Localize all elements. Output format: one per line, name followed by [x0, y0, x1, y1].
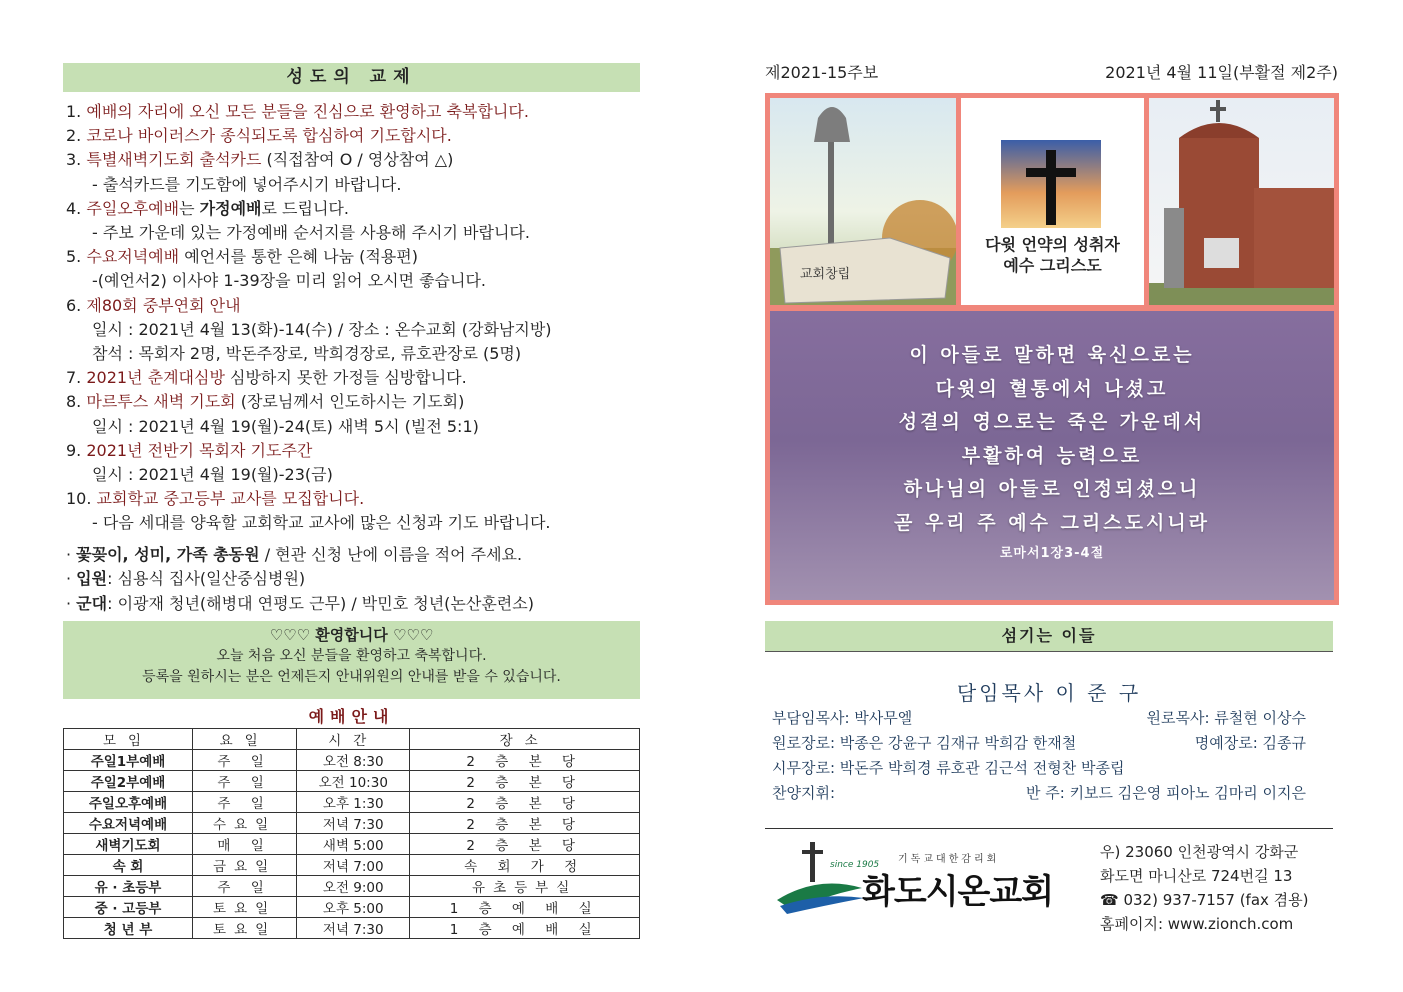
scripture-line: 부활하여 능력으로 — [961, 444, 1143, 467]
table-cell: 주일오후예배 — [64, 792, 193, 813]
table-cell: 2 층 본 당 — [410, 771, 640, 792]
logo-denomination: 기독교대한감리회 — [898, 854, 1000, 865]
notice-item — [66, 294, 646, 318]
table-cell: 주 일 — [193, 750, 297, 771]
senior-pastor: 담임목사 이 준 구 — [956, 681, 1142, 705]
homepage-link[interactable]: 홈페이지: www.zionch.com — [1100, 915, 1294, 933]
cover-caption-1: 다윗 언약의 성취자 — [985, 235, 1120, 254]
svg-text:교회창립: 교회창립 — [800, 267, 851, 282]
worship-schedule-table — [63, 728, 640, 939]
table-cell: 수요저녁예배 — [64, 813, 193, 834]
announcement-text: / 현관 신청 난에 이름을 적어 주세요. — [259, 545, 523, 564]
notice-text: 마르투스 새벽 기도회 — [86, 392, 236, 412]
table-row — [64, 750, 640, 771]
address-line-2: 화도면 마니산로 724번길 13 — [1100, 867, 1293, 885]
table-cell: 주일2부예배 — [64, 771, 193, 792]
phone-line: ☎ 032) 937-7157 (fax 겸용) — [1100, 891, 1309, 909]
table-row — [64, 918, 640, 939]
table-cell: 주 일 — [193, 771, 297, 792]
header-day: 요일 — [193, 729, 297, 750]
scripture-lines — [770, 339, 1334, 540]
table-cell: 속 회 — [64, 855, 193, 876]
notice-text: 로 드립니다. — [261, 198, 349, 218]
table-cell: 유 · 초등부 — [64, 876, 193, 897]
table-row — [64, 834, 640, 855]
notice-number: 2. — [66, 126, 82, 146]
table-cell: 오전 9:00 — [297, 876, 410, 897]
church-building-illustration — [1149, 98, 1334, 305]
table-row — [64, 813, 640, 834]
notice-item — [66, 100, 646, 124]
table-cell: 금요일 — [193, 855, 297, 876]
notice-item — [66, 148, 646, 172]
table-cell: 1 층 예 배 실 — [410, 918, 640, 939]
notice-detail: - 다음 세대를 양육할 교회학교 교사에 많은 신청과 기도 바랍니다. — [92, 513, 551, 533]
notice-detail: 일시 : 2021년 4월 19(월)-24(토) 새벽 5시 (빌전 5:1) — [92, 416, 479, 436]
table-cell: 유초등부실 — [410, 876, 640, 897]
table-row — [64, 897, 640, 918]
notice-text: 주일오후예배 — [86, 198, 180, 218]
scripture-line: 성결의 영으로는 죽은 가운데서 — [898, 411, 1206, 433]
table-cell: 2 층 본 당 — [410, 792, 640, 813]
welcome-title: ♡♡♡ 환영합니다 ♡♡♡ — [269, 626, 434, 644]
table-row — [64, 792, 640, 813]
notice-number: 9. — [66, 440, 82, 460]
table-cell: 1 층 예 배 실 — [410, 897, 640, 918]
notice-item — [66, 487, 646, 511]
table-cell: 새벽 5:00 — [297, 834, 410, 855]
logo-since: since 1905 — [830, 860, 880, 870]
notice-number: 7. — [66, 368, 82, 388]
section-title-fellowship: 성도의 교제 — [63, 63, 640, 92]
church-logo-icon — [772, 840, 867, 916]
welcome-box — [63, 621, 640, 699]
announcement-bullets — [66, 543, 646, 616]
notice-number: 4. — [66, 198, 82, 218]
bullet-dot-icon: · — [66, 593, 77, 613]
notice-text: 수요저녁예배 — [86, 247, 180, 267]
announcement-label: 꽃꽂이, 성미, 가족 총동원 — [76, 545, 260, 564]
address-line-1: 우) 23060 인천광역시 강화군 — [1100, 843, 1299, 861]
welcome-line-1: 오늘 처음 오신 분들을 환영하고 축복합니다. — [216, 648, 487, 664]
table-cell: 저녁 7:30 — [297, 813, 410, 834]
table-cell: 매 일 — [193, 834, 297, 855]
logo-church-name: 화도시온교회 — [862, 872, 1054, 912]
table-cell: 저녁 7:30 — [297, 918, 410, 939]
announcement-item — [66, 543, 646, 567]
notice-list — [66, 100, 646, 536]
header-time: 시간 — [297, 729, 410, 750]
table-row — [64, 876, 640, 897]
notice-item — [66, 124, 646, 148]
notice-detail: - 출석카드를 기도함에 넣어주시기 바랍니다. — [92, 174, 402, 194]
table-cell: 2 층 본 당 — [410, 750, 640, 771]
notice-number: 3. — [66, 150, 82, 170]
announcement-label: 군대 — [76, 593, 108, 613]
scripture-line: 이 아들로 말하면 육신으로는 — [909, 344, 1195, 366]
announcement-item — [66, 567, 646, 591]
notice-item — [66, 390, 646, 414]
notice-number: 5. — [66, 247, 82, 267]
table-cell: 주 일 — [193, 792, 297, 813]
notice-number: 6. — [66, 295, 82, 315]
staff-entry: 반 주: 키보드 김은영 피아노 김마리 이지은 — [1026, 784, 1306, 802]
table-cell: 2 층 본 당 — [410, 813, 640, 834]
announcement-text: : 이광재 청년(해병대 연평도 근무) / 박민호 청년(논산훈련소) — [107, 593, 534, 613]
notice-detail: 일시 : 2021년 4월 13(화)-14(수) / 장소 : 온수교회 (강화남지방) — [92, 319, 552, 339]
table-cell: 청 년 부 — [64, 918, 193, 939]
servants-title: 섬기는 이들 — [765, 621, 1333, 652]
table-cell: 오전 8:30 — [297, 750, 410, 771]
scripture-panel — [770, 311, 1334, 600]
notice-text: (장로님께서 인도하시는 기도회) — [235, 392, 465, 412]
notice-number: 8. — [66, 392, 82, 412]
scripture-line: 하나님의 아들로 인정되셨으니 — [903, 478, 1201, 500]
cross-picture — [961, 98, 1144, 305]
notice-text: 예배의 자리에 오신 모든 분들을 진심으로 환영하고 축복합니다. — [86, 102, 529, 121]
table-cell: 토요일 — [193, 897, 297, 918]
notice-item — [66, 439, 646, 463]
header-place: 장소 — [410, 729, 640, 750]
notice-item — [66, 366, 646, 390]
notice-detail: 참석 : 목회자 2명, 박돈주장로, 박희경장로, 류호관장로 (5명) — [92, 344, 522, 364]
notice-detail: 일시 : 2021년 4월 19(월)-23(금) — [92, 465, 333, 485]
notice-item — [66, 197, 646, 221]
staff-entry: 시무장로: 박돈주 박희경 류호관 김근석 전형찬 박종립 — [772, 759, 1125, 777]
footer-divider — [765, 828, 1333, 829]
staff-entry: 명예장로: 김종규 — [1194, 734, 1306, 752]
notice-detail: -(예언서2) 이사야 1-39장을 미리 읽어 오시면 좋습니다. — [92, 271, 487, 291]
scripture-line: 다윗의 혈통에서 나셨고 — [935, 377, 1169, 400]
notice-text: 2021년 춘계대심방 — [86, 368, 225, 388]
notice-text: 예언서를 통한 은혜 나눔 (적용편) — [179, 247, 418, 267]
notice-detail: - 주보 가운데 있는 가정예배 순서지를 사용해 주시기 바랍니다. — [92, 223, 530, 243]
notice-text: 가정예배 — [199, 198, 262, 218]
table-header-row — [64, 729, 640, 750]
bell-tower-illustration — [770, 98, 956, 305]
staff-entry: 원로장로: 박종은 강윤구 김재규 박희감 한재철 — [772, 734, 1077, 752]
announcement-label: 입원 — [76, 569, 108, 589]
notice-item — [66, 245, 646, 269]
church-address — [1100, 840, 1309, 936]
table-cell: 주 일 — [193, 876, 297, 897]
table-cell: 수요일 — [193, 813, 297, 834]
staff-entry: 원로목사: 류철현 이상수 — [1146, 709, 1306, 727]
table-cell: 속 회 가 정 — [410, 855, 640, 876]
staff-entry: 부담임목사: 박사무엘 — [772, 709, 913, 727]
table-cell: 중 · 고등부 — [64, 897, 193, 918]
church-building-photo — [1149, 98, 1334, 305]
schedule-title: 예배안내 — [308, 707, 395, 726]
notice-text: 제80회 중부연회 안내 — [86, 295, 241, 315]
table-row — [64, 855, 640, 876]
table-cell: 오후 5:00 — [297, 897, 410, 918]
announcement-item — [66, 592, 646, 616]
cross-sunset-image — [1001, 140, 1101, 228]
welcome-line-2: 등록을 원하시는 분은 언제든지 안내위원의 안내를 받을 수 있습니다. — [142, 669, 561, 685]
cover-caption-2: 예수 그리스도 — [1003, 256, 1102, 275]
scripture-line: 곧 우리 주 예수 그리스도시니라 — [893, 511, 1211, 534]
table-cell: 주일1부예배 — [64, 750, 193, 771]
table-cell: 2 층 본 당 — [410, 834, 640, 855]
church-logo — [772, 840, 1072, 920]
notice-number: 1. — [66, 102, 82, 121]
notice-text: 특별새벽기도회 출석카드 — [86, 150, 262, 170]
notice-number: 10. — [66, 489, 92, 509]
announcement-text: : 심용식 집사(일산중심병원) — [107, 569, 306, 589]
table-cell: 저녁 7:00 — [297, 855, 410, 876]
table-row — [64, 771, 640, 792]
notice-text: 심방하지 못한 가정들 심방합니다. — [224, 368, 467, 388]
bullet-dot-icon: · — [66, 545, 77, 564]
notice-text: 코로나 바이러스가 종식되도록 합심하여 기도합시다. — [86, 126, 452, 146]
bell-tower-photo — [770, 98, 956, 305]
bulletin-date: 2021년 4월 11일(부활절 제2주) — [1105, 63, 1338, 82]
cross-icon — [1001, 140, 1101, 228]
table-cell: 토요일 — [193, 918, 297, 939]
notice-text: 는 — [179, 198, 200, 218]
table-cell: 오후 1:30 — [297, 792, 410, 813]
staff-entry: 찬양지휘: — [772, 784, 836, 802]
bullet-dot-icon: · — [66, 569, 77, 589]
table-cell: 오전 10:30 — [297, 771, 410, 792]
table-cell: 새벽기도회 — [64, 834, 193, 855]
notice-text: (직접참여 O / 영상참여 △) — [261, 150, 454, 170]
scripture-reference: 로마서1장3-4절 — [999, 546, 1105, 561]
notice-text: 교회학교 중고등부 교사를 모집합니다. — [96, 489, 365, 509]
issue-number: 제2021-15주보 — [765, 63, 879, 82]
notice-text: 2021년 전반기 목회자 기도주간 — [86, 440, 313, 460]
header-group: 모임 — [64, 729, 193, 750]
